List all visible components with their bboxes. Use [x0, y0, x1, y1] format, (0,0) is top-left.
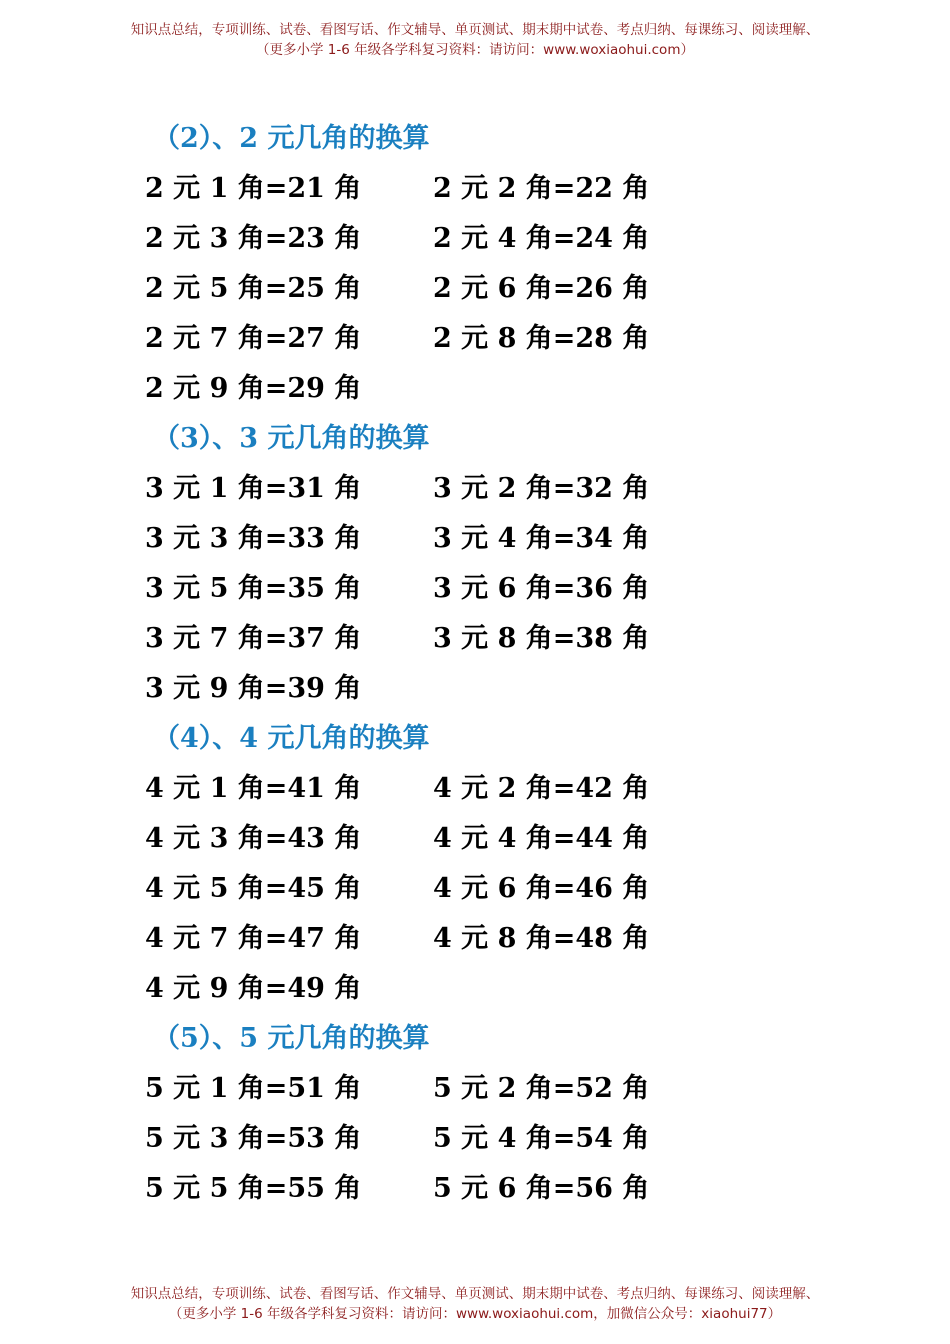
footer-line-1: 知识点总结，专项训练、试卷、看图写话、作文辅导、单页测试、期末期中试卷、考点归纳、每课练习、阅读理解、	[130, 1286, 820, 1302]
conversion-item: 3 元 7 角=37 角	[145, 623, 362, 654]
conversion-row	[145, 214, 845, 264]
conversion-item: 3 元 4 角=34 角	[433, 523, 650, 554]
conversion-item: 2 元 9 角=29 角	[145, 373, 362, 404]
conversion-item: 2 元 6 角=26 角	[433, 273, 650, 304]
conversion-item: 2 元 2 角=22 角	[433, 173, 650, 204]
conversion-row	[145, 464, 845, 514]
conversion-item: 3 元 3 角=33 角	[145, 523, 362, 554]
footer-banner	[0, 1284, 950, 1324]
conversion-item: 3 元 9 角=39 角	[145, 673, 362, 704]
conversion-item: 4 元 5 角=45 角	[145, 873, 362, 904]
conversion-item: 4 元 8 角=48 角	[433, 923, 650, 954]
conversion-row	[145, 364, 845, 414]
conversion-row	[145, 1164, 845, 1214]
header-line-2: （更多小学 1-6 年级各学科复习资料：请访问：www.woxiaohui.com）	[256, 42, 694, 58]
conversion-row	[145, 264, 845, 314]
conversion-item: 4 元 7 角=47 角	[145, 923, 362, 954]
conversion-item: 2 元 4 角=24 角	[433, 223, 650, 254]
conversion-item: 3 元 8 角=38 角	[433, 623, 650, 654]
conversion-item: 3 元 6 角=36 角	[433, 573, 650, 604]
section-5-yuan	[145, 1014, 845, 1214]
conversion-row	[145, 814, 845, 864]
conversion-item: 5 元 3 角=53 角	[145, 1123, 362, 1154]
conversion-row	[145, 514, 845, 564]
conversion-item: 2 元 1 角=21 角	[145, 173, 362, 204]
section-title: （4）、4 元几角的换算	[153, 723, 430, 754]
conversion-item: 2 元 3 角=23 角	[145, 223, 362, 254]
conversion-item: 2 元 7 角=27 角	[145, 323, 362, 354]
conversion-item: 5 元 4 角=54 角	[433, 1123, 650, 1154]
conversion-item: 3 元 5 角=35 角	[145, 573, 362, 604]
conversion-item: 4 元 6 角=46 角	[433, 873, 650, 904]
section-3-yuan	[145, 414, 845, 714]
conversion-item: 2 元 5 角=25 角	[145, 273, 362, 304]
footer-line-2: （更多小学 1-6 年级各学科复习资料：请访问：www.woxiaohui.com，加微信公众号：xiaohui77）	[168, 1306, 782, 1322]
conversion-row	[145, 964, 845, 1014]
document-body	[145, 114, 845, 1214]
conversion-row	[145, 864, 845, 914]
conversion-item: 4 元 9 角=49 角	[145, 973, 362, 1004]
header-banner	[0, 20, 950, 60]
conversion-item: 4 元 2 角=42 角	[433, 773, 650, 804]
conversion-item: 4 元 1 角=41 角	[145, 773, 362, 804]
conversion-row	[145, 164, 845, 214]
conversion-item: 5 元 2 角=52 角	[433, 1073, 650, 1104]
conversion-item: 3 元 1 角=31 角	[145, 473, 362, 504]
conversion-item: 3 元 2 角=32 角	[433, 473, 650, 504]
conversion-row	[145, 1114, 845, 1164]
conversion-row	[145, 914, 845, 964]
conversion-row	[145, 764, 845, 814]
conversion-row	[145, 564, 845, 614]
conversion-row	[145, 664, 845, 714]
conversion-item: 5 元 6 角=56 角	[433, 1173, 650, 1204]
header-line-1: 知识点总结，专项训练、试卷、看图写话、作文辅导、单页测试、期末期中试卷、考点归纳、每课练习、阅读理解、	[130, 22, 820, 38]
section-title: （3）、3 元几角的换算	[153, 423, 430, 454]
conversion-item: 4 元 3 角=43 角	[145, 823, 362, 854]
conversion-row	[145, 614, 845, 664]
conversion-row	[145, 314, 845, 364]
conversion-item: 5 元 5 角=55 角	[145, 1173, 362, 1204]
section-4-yuan	[145, 714, 845, 1014]
conversion-row	[145, 1064, 845, 1114]
conversion-item: 5 元 1 角=51 角	[145, 1073, 362, 1104]
section-title: （2）、2 元几角的换算	[153, 123, 430, 154]
conversion-item: 2 元 8 角=28 角	[433, 323, 650, 354]
section-title: （5）、5 元几角的换算	[153, 1023, 430, 1054]
conversion-item: 4 元 4 角=44 角	[433, 823, 650, 854]
section-2-yuan	[145, 114, 845, 414]
